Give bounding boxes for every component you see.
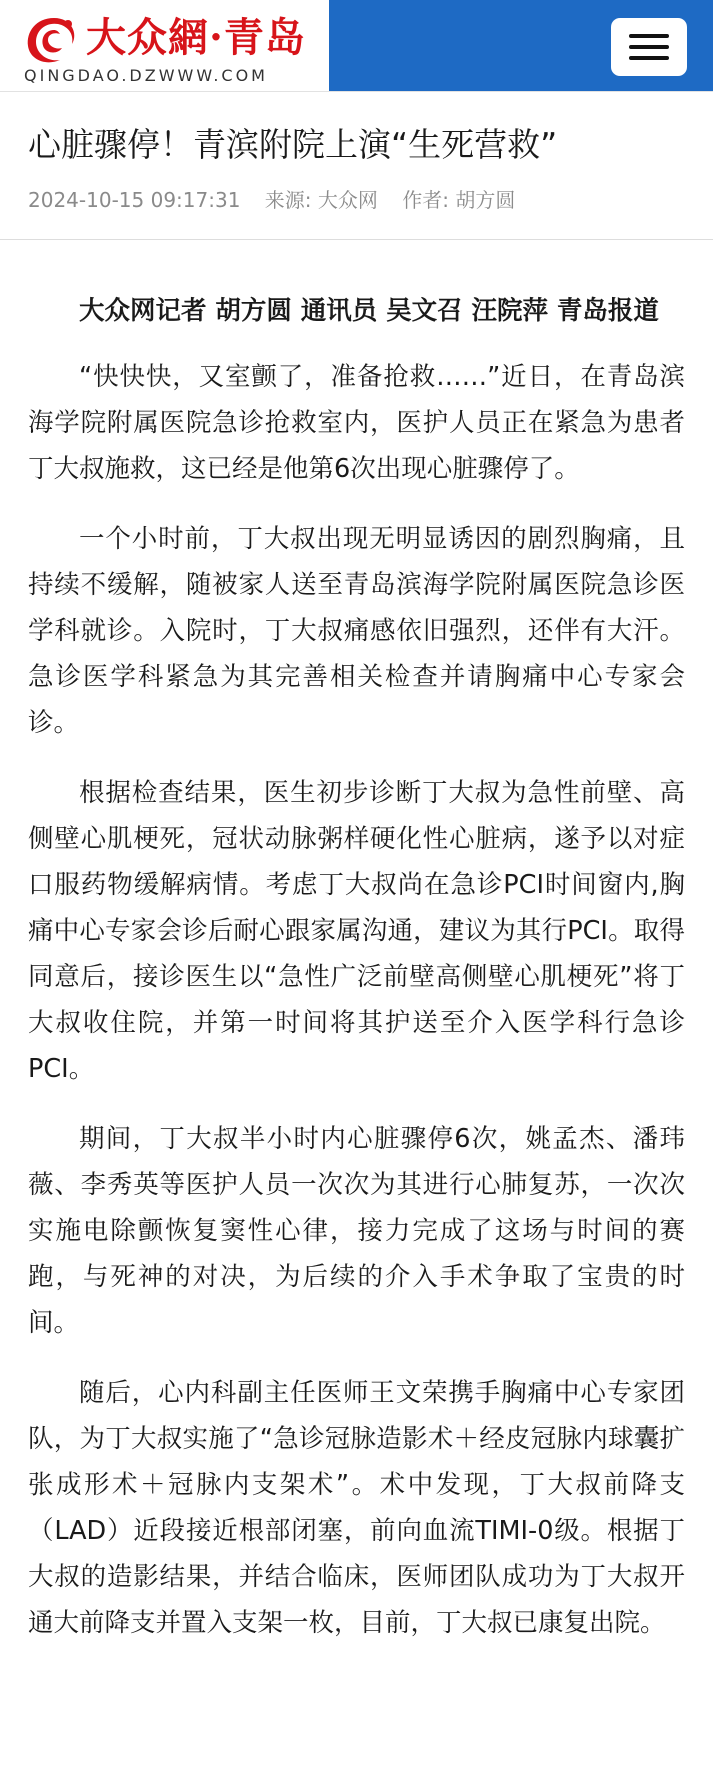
site-logo[interactable] [0, 0, 329, 91]
publish-date: 2024-10-15 09:17:31 [28, 188, 241, 212]
menu-button[interactable] [611, 18, 687, 76]
article-paragraph: 期间，丁大叔半小时内心脏骤停6次，姚孟杰、潘玮薇、李秀英等医护人员一次次为其进行心肺复苏，一次次实施电除颤恢复窦性心律，接力完成了这场与时间的赛跑，与死神的对决，为后续的介入手术争取了宝贵的时间。 [28, 1124, 685, 1338]
site-header [0, 0, 713, 92]
logo-swirl-icon [24, 14, 82, 66]
logo-subtitle: QINGDAO.DZWWW.COM [24, 66, 268, 85]
article-paragraph: “快快快，又室颤了，准备抢救……”近日，在青岛滨海学院附属医院急诊抢救室内，医护人员正在紧急为患者丁大叔施救，这已经是他第6次出现心脏骤停了。 [28, 362, 685, 484]
article-paragraph: 一个小时前，丁大叔出现无明显诱因的剧烈胸痛，且持续不缓解，随被家人送至青岛滨海学院附属医院急诊医学科就诊。入院时，丁大叔痛感依旧强烈，还伴有大汗。急诊医学科紧急为其完善相关检查并请胸痛中心专家会诊。 [28, 524, 685, 738]
article-header [0, 92, 713, 240]
article-meta [28, 186, 685, 214]
article-title: 心脏骤停！青滨附院上演“生死营救” [28, 125, 558, 164]
article-author: 作者: 胡方圆 [402, 188, 516, 212]
logo-title: 大众網·青岛 [86, 14, 306, 61]
article-source: 来源: 大众网 [264, 188, 378, 212]
hamburger-menu-icon [629, 34, 669, 38]
article-lead: 大众网记者 胡方圆 通讯员 吴文召 汪院萍 青岛报道 [79, 296, 659, 326]
article-paragraph: 根据检查结果，医生初步诊断丁大叔为急性前壁、高侧壁心肌梗死，冠状动脉粥样硬化性心脏病，遂予以对症口服药物缓解病情。考虑丁大叔尚在急诊PCI时间窗内,胸痛中心专家会诊后耐心跟家属沟通，建议为其行PCI。取得同意后，接诊医生以“急性广泛前壁高侧壁心肌梗死”将丁大叔收住院，并第一时间将其护送至介入医学科行急诊PCI。 [28, 778, 685, 1084]
hamburger-menu-icon [629, 45, 669, 49]
header-bar [329, 0, 713, 91]
article-body [0, 240, 713, 1646]
hamburger-menu-icon [629, 56, 669, 60]
article-paragraph: 随后，心内科副主任医师王文荣携手胸痛中心专家团队，为丁大叔实施了“急诊冠脉造影术＋经皮冠脉内球囊扩张成形术＋冠脉内支架术”。术中发现，丁大叔前降支（LAD）近段接近根部闭塞，前向血流TIMI-0级。根据丁大叔的造影结果，并结合临床，医师团队成功为丁大叔开通大前降支并置入支架一枚，目前，丁大叔已康复出院。 [28, 1378, 685, 1638]
